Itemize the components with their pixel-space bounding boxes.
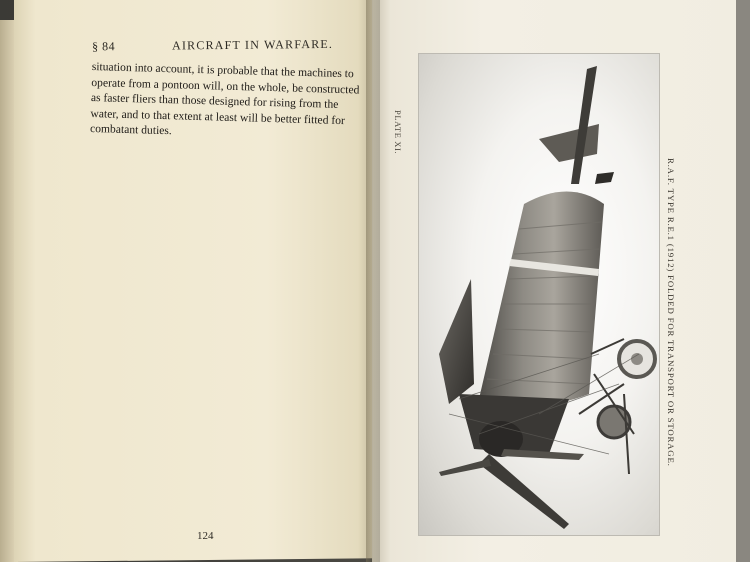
folded-biplane-illustration [419, 54, 659, 535]
paragraph-line: water, and to that extent at least will be better fitted for [90, 106, 346, 127]
aircraft-plate-photo [418, 53, 660, 536]
section-mark: § 84 [92, 39, 116, 54]
plate-caption: R.A.F. TYPE R.E.1 (1912) FOLDED FOR TRANSPORT OR STORAGE. [666, 158, 676, 467]
right-page-edge [736, 0, 750, 562]
paragraph [89, 59, 360, 144]
paragraph-line: operate from a pontoon will, on the whole, be constructed [91, 75, 360, 96]
paragraph-line: combatant duties. [89, 121, 172, 138]
paragraph-line: situation into account, it is probable that the machines to [91, 59, 354, 81]
running-title: AIRCRAFT IN WARFARE. [172, 36, 334, 53]
paragraph-line: as faster fliers than those designed for rising from the [90, 90, 339, 111]
plate-label: PLATE XI. [393, 110, 403, 155]
page-number: 124 [197, 530, 214, 542]
book-gutter [366, 0, 380, 562]
